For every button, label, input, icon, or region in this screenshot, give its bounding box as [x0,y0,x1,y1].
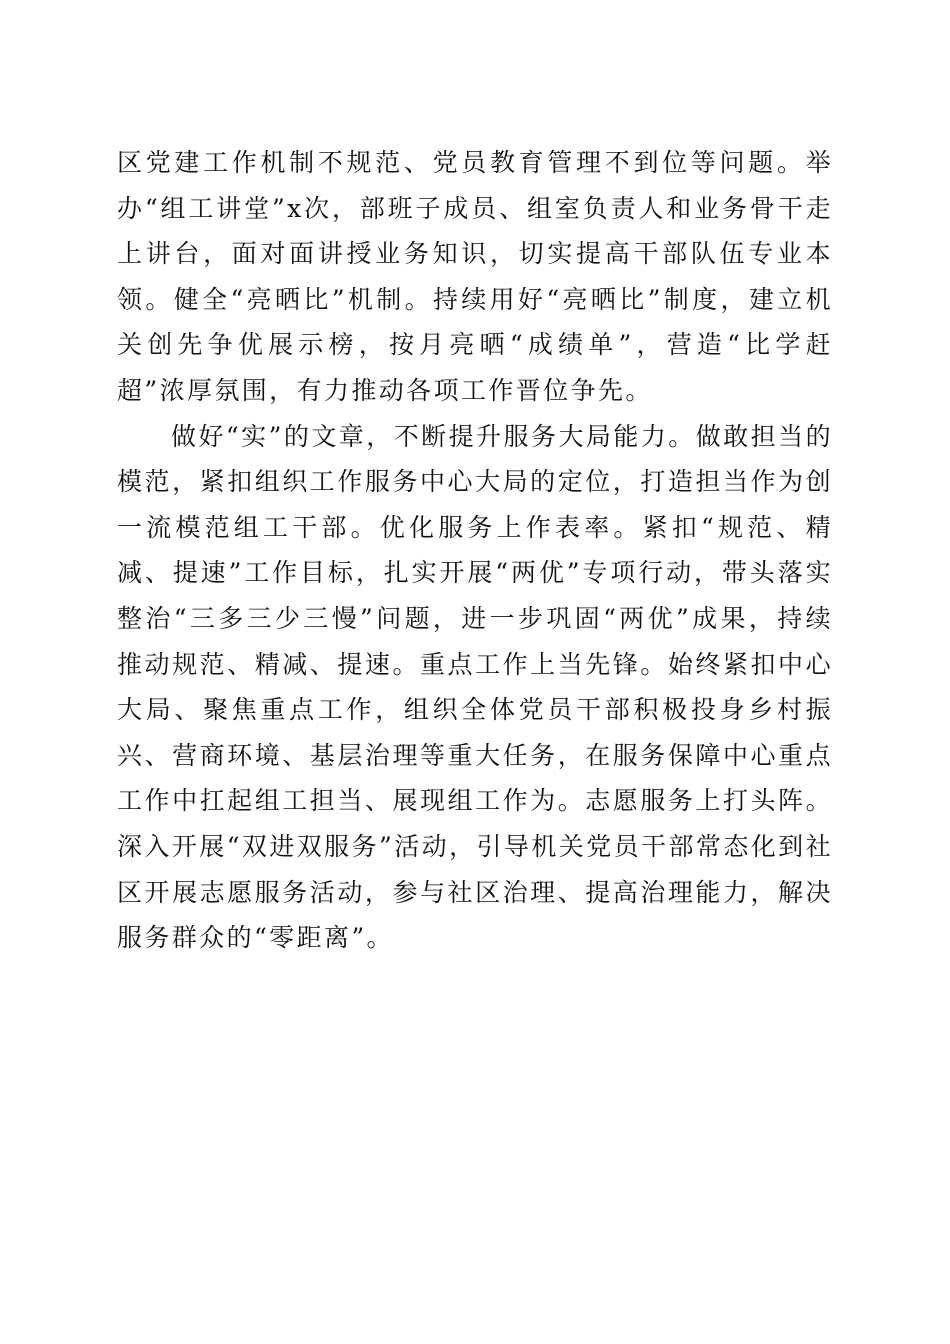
document-body [117,140,833,961]
paragraph-practical-work: 做好“实”的文章，不断提升服务大局能力。做敢担当的模范，紧扣组织工作服务中心大局的定位，打造担当作为创一流模范组工干部。优化服务上作表率。紧扣“规范、精减、提速”工作目标，扎实开展“两优”专项行动，带头落实整治“三多三少三慢”问题，进一步巩固“两优”成果，持续推动规范、精减、提速。重点工作上当先锋。始终紧扣中心大局、聚焦重点工作，组织全体党员干部积极投身乡村振兴、营商环境、基层治理等重大任务，在服务保障中心重点工作中扛起组工担当、展现组工作为。志愿服务上打头阵。深入开展“双进双服务”活动，引导机关党员干部常态化到社区开展志愿服务活动，参与社区治理、提高治理能力，解决服务群众的“零距离”。 [117,421,833,953]
paragraph-continued: 区党建工作机制不规范、党员教育管理不到位等问题。举办“组工讲堂”x次，部班子成员、组室负责人和业务骨干走上讲台，面对面讲授业务知识，切实提高干部队伍专业本领。健全“亮晒比”机制。持续用好“亮晒比”制度，建立机关创先争优展示榜，按月亮晒“成绩单”，营造“比学赶超”浓厚氛围，有力推动各项工作晋位争先。 [117,148,833,405]
